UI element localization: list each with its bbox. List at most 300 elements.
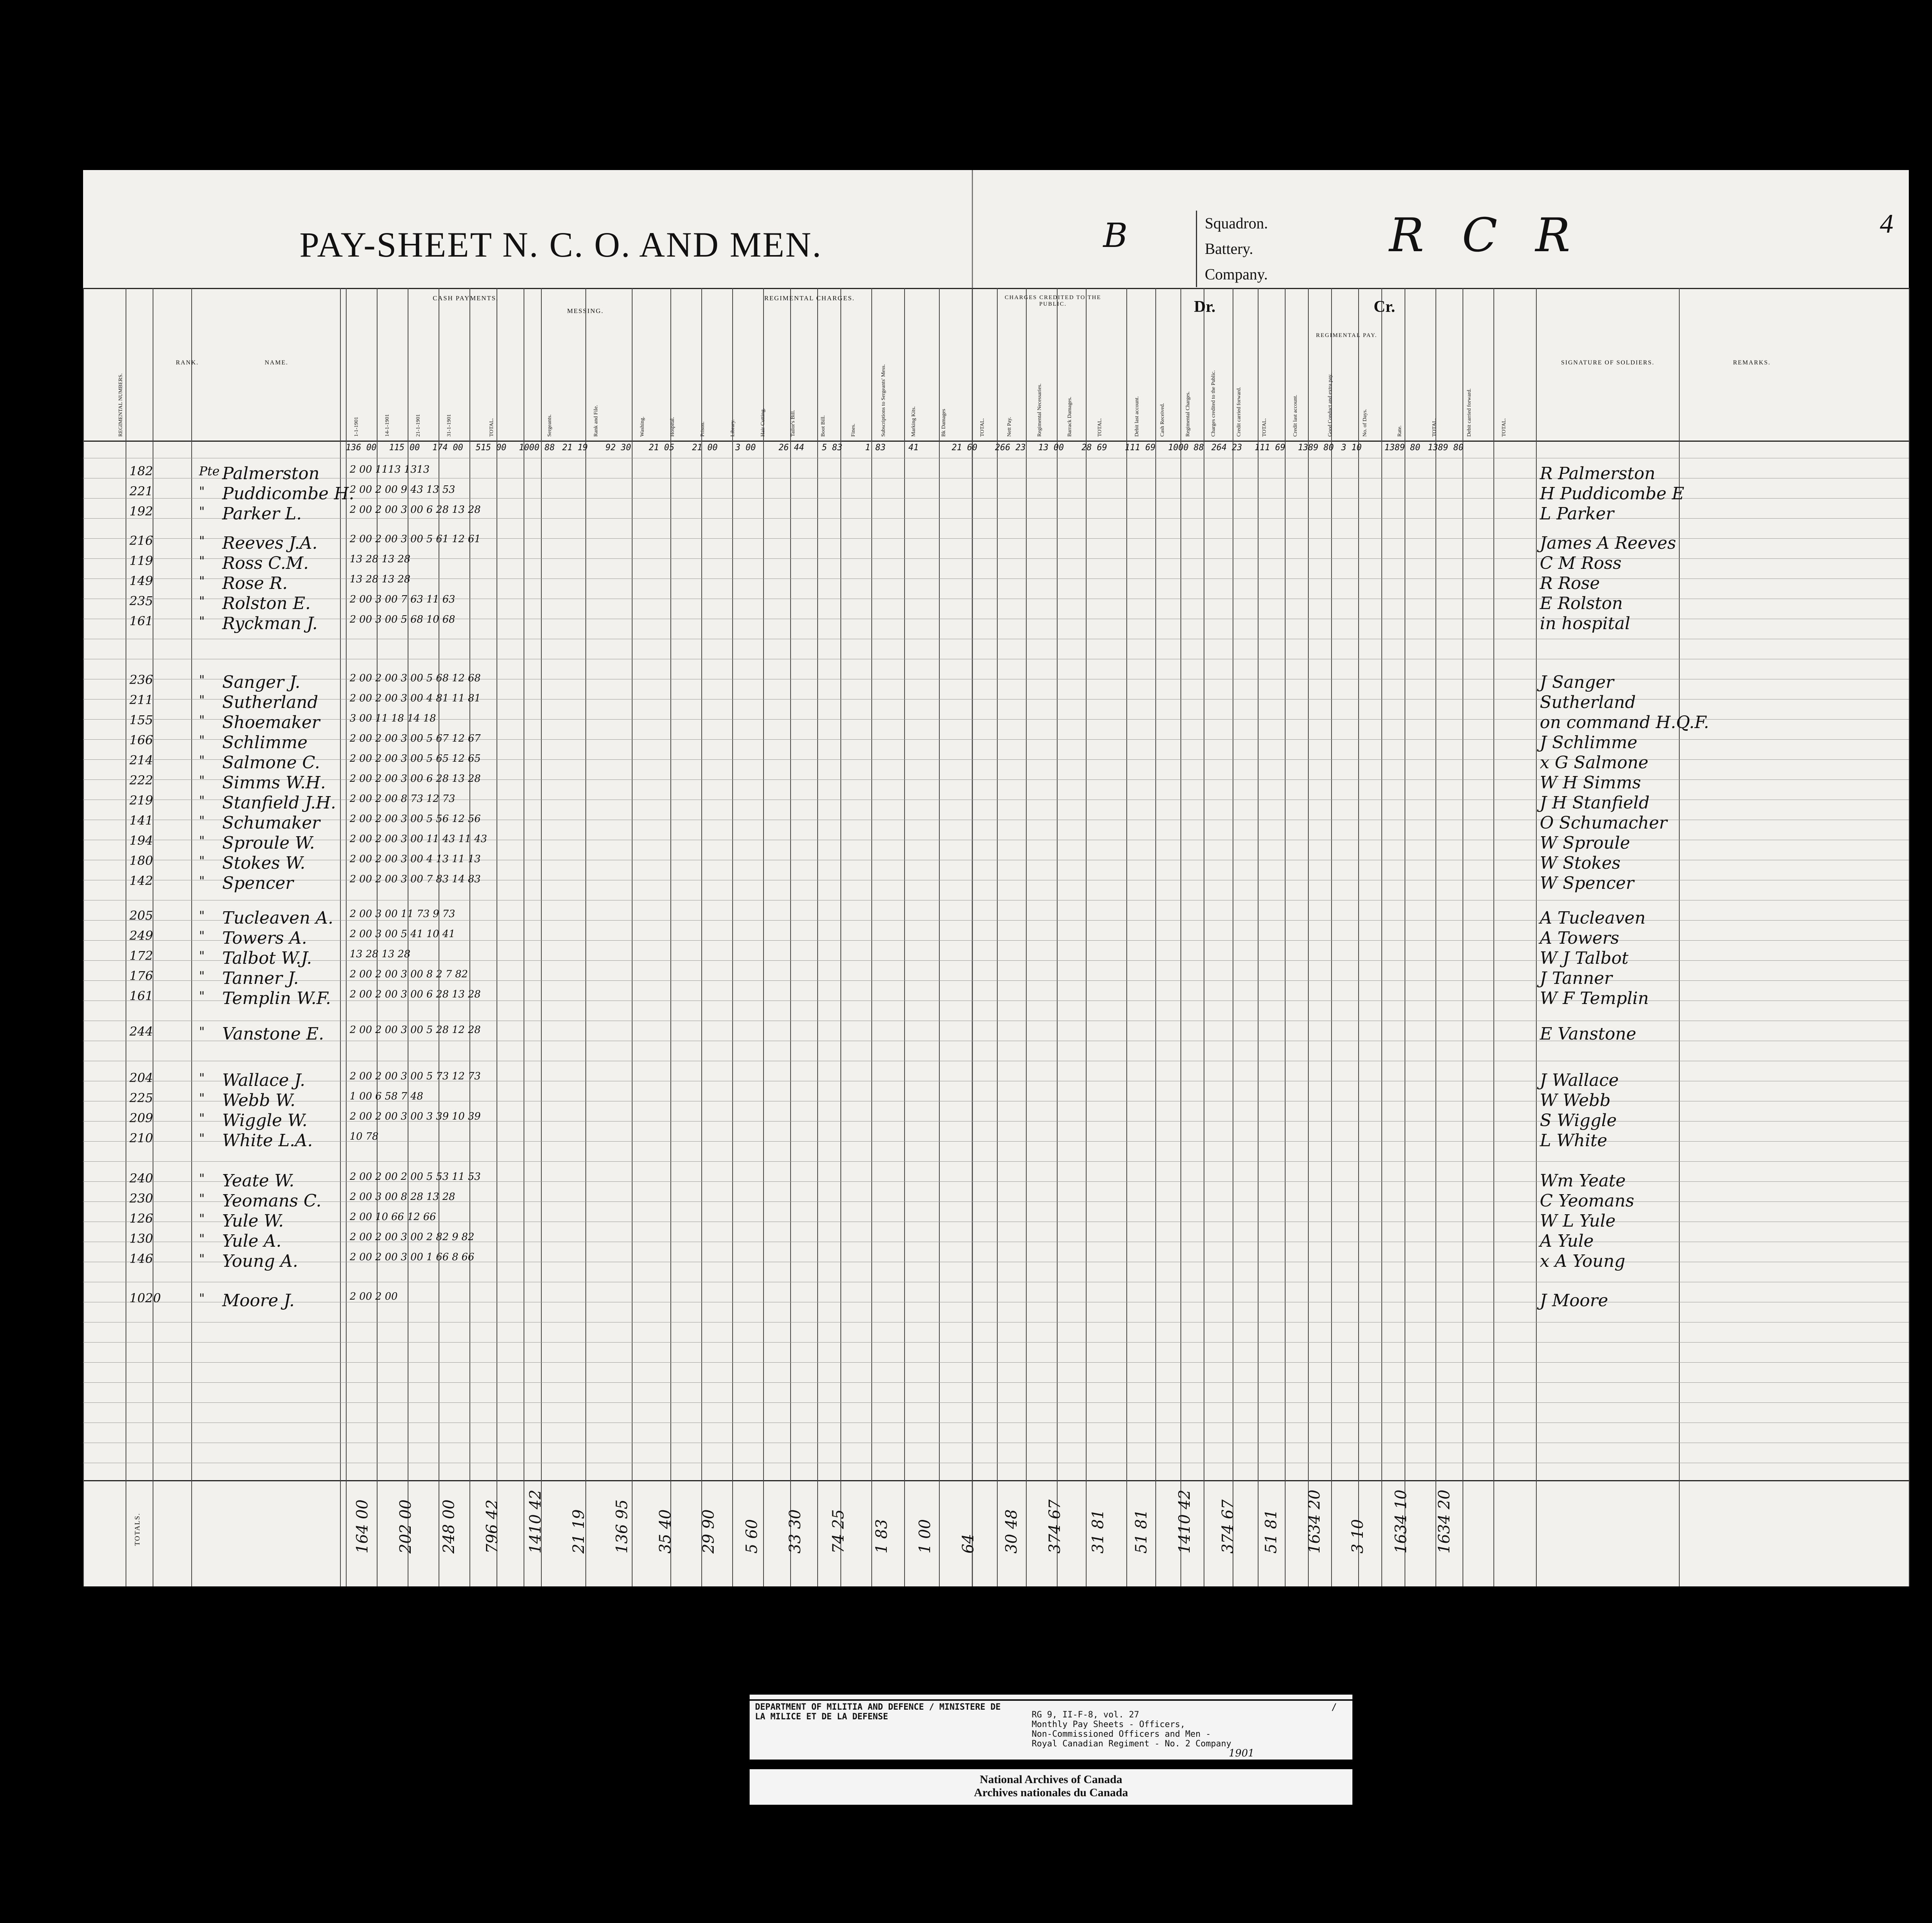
row-cash-payments: 2 00 2 00 3 00 8 2 7 82: [350, 968, 468, 980]
row-number: 1020: [129, 1291, 161, 1305]
balance-value: 21 60: [952, 443, 978, 453]
row-name: Salmone C.: [222, 753, 320, 773]
row-name: Rolston E.: [222, 594, 311, 613]
row-rank: ": [199, 713, 205, 727]
row-name: Sutherland: [222, 693, 318, 712]
row-rule: [83, 1161, 1909, 1162]
row-name: Wiggle W.: [222, 1111, 308, 1130]
column-header: Sergeants.: [547, 414, 553, 437]
row-rank: ": [199, 908, 205, 923]
archive-year: 1901: [1229, 1748, 1255, 1759]
dr-header: Dr.: [1194, 298, 1216, 316]
row-name: Sanger J.: [222, 672, 301, 692]
balance-value: 3 00: [735, 443, 756, 453]
row-number: 230: [129, 1191, 153, 1206]
table-row: [83, 1111, 1909, 1128]
row-cash-payments: 2 00 2 00 3 00 5 73 12 73: [350, 1070, 481, 1082]
column-header: Boot Bill.: [820, 415, 826, 437]
row-name: Palmerston: [222, 464, 320, 483]
row-signature: on command H.Q.F.: [1540, 713, 1709, 732]
row-signature: W Spencer: [1540, 873, 1634, 893]
archive-label-rule: [750, 1699, 1352, 1701]
row-name: Parker L.: [222, 504, 302, 524]
row-rank: ": [199, 1131, 205, 1145]
row-number: 194: [129, 833, 153, 848]
total-value: 1634 20: [1435, 1489, 1453, 1554]
row-number: 176: [129, 968, 153, 983]
table-row: [83, 1070, 1909, 1090]
page-number: 4: [1880, 209, 1893, 239]
table-row: [83, 713, 1909, 730]
row-cash-payments: 2 00 2 00 2 00 5 53 11 53: [350, 1171, 481, 1183]
total-value: 248 00: [440, 1499, 458, 1554]
column-header: Barrack Damages.: [1067, 397, 1073, 437]
row-name: Towers A.: [222, 928, 307, 948]
column-header: TOTAL.: [1097, 418, 1103, 437]
row-signature: W Stokes: [1540, 853, 1621, 873]
column-header: Debit last account.: [1134, 396, 1140, 437]
messing-header: MESSING.: [567, 307, 604, 315]
archive-bar-french: Archives nationales du Canada: [974, 1786, 1128, 1799]
balance-value: 1000 88: [1168, 443, 1204, 453]
totals-row: [83, 1484, 1909, 1557]
row-cash-payments: 2 00 2 00 3 00 4 81 11 81: [350, 693, 481, 704]
archive-label: [750, 1695, 1352, 1760]
total-value: 1634 20: [1306, 1489, 1323, 1554]
row-name: Shoemaker: [222, 713, 320, 732]
row-number: 209: [129, 1111, 153, 1125]
table-row: [83, 1211, 1909, 1231]
column-header: Hair Cutting.: [760, 408, 766, 437]
column-header: Rank and File.: [593, 405, 599, 437]
row-signature: A Tucleaven: [1540, 908, 1646, 928]
row-number: 210: [129, 1131, 153, 1145]
column-header: Bk Damages: [941, 409, 947, 437]
totals-top-rule: [83, 1480, 1909, 1481]
balance-value: 1389 80: [1384, 443, 1420, 453]
row-number: 221: [129, 484, 153, 499]
row-cash-payments: 1 00 6 58 7 48: [350, 1091, 423, 1102]
row-name: Tanner J.: [222, 968, 299, 988]
total-value: 5 60: [743, 1519, 761, 1554]
unit-types: [1196, 211, 1268, 287]
total-value: 202 00: [397, 1499, 415, 1554]
balance-value: 266 23: [995, 443, 1026, 453]
row-rank: ": [199, 833, 205, 848]
row-signature: S Wiggle: [1540, 1111, 1617, 1130]
row-name: Simms W.H.: [222, 773, 326, 793]
row-number: 236: [129, 672, 153, 687]
row-number: 146: [129, 1251, 153, 1266]
table-row: [83, 733, 1909, 750]
balance-value: 174 00: [432, 443, 463, 453]
row-signature: x G Salmone: [1540, 753, 1648, 773]
total-value: 21 19: [570, 1509, 588, 1554]
row-rank: ": [199, 672, 205, 687]
row-cash-payments: 2 00 2 00 3 00 2 82 9 82: [350, 1231, 474, 1243]
column-header: No. of Days.: [1362, 409, 1368, 437]
row-signature: R Rose: [1540, 573, 1600, 593]
row-cash-payments: 2 00 2 00 3 00 5 56 12 56: [350, 813, 481, 825]
row-signature: W H Simms: [1540, 773, 1641, 793]
row-signature: H Puddicombe E: [1540, 484, 1684, 504]
total-value: 51 81: [1133, 1509, 1150, 1554]
archive-bar-english: National Archives of Canada: [980, 1773, 1122, 1786]
row-number: 249: [129, 928, 153, 943]
row-cash-payments: 2 00 2 00 3 00 3 39 10 39: [350, 1111, 481, 1122]
table-row: [83, 1131, 1909, 1148]
row-signature: Sutherland: [1540, 693, 1636, 712]
row-rank: ": [199, 1091, 205, 1105]
table-row: [83, 1024, 1909, 1044]
row-number: 225: [129, 1091, 153, 1105]
row-name: Webb W.: [222, 1091, 296, 1110]
row-name: Moore J.: [222, 1291, 295, 1310]
column-header: Washing.: [639, 416, 645, 437]
row-number: 161: [129, 989, 153, 1003]
table-row: [83, 873, 1909, 893]
row-number: 166: [129, 733, 153, 747]
row-cash-payments: 2 00 2 00 8 73 12 73: [350, 793, 455, 805]
row-signature: A Yule: [1540, 1231, 1594, 1251]
row-name: White L.A.: [222, 1131, 313, 1150]
row-number: 126: [129, 1211, 153, 1226]
archive-reference: [1032, 1710, 1325, 1749]
row-rank: ": [199, 1231, 205, 1246]
total-value: 64: [959, 1534, 977, 1554]
row-rank: ": [199, 504, 205, 519]
row-rank: ": [199, 813, 205, 828]
column-header: Marking Kits.: [911, 406, 917, 437]
row-name: Schumaker: [222, 813, 320, 833]
balance-value: 111 69: [1255, 443, 1286, 453]
column-rule: [1909, 288, 1910, 1586]
row-name: Stokes W.: [222, 853, 306, 873]
balance-value: 41: [908, 443, 919, 453]
total-value: 1410 42: [527, 1489, 544, 1554]
row-signature: O Schumacher: [1540, 813, 1667, 833]
table-row: [83, 753, 1909, 773]
total-value: 31 81: [1089, 1509, 1107, 1554]
row-rank: ": [199, 1171, 205, 1186]
row-signature: R Palmerston: [1540, 464, 1655, 483]
row-rank: ": [199, 1211, 205, 1226]
row-name: Spencer: [222, 873, 294, 893]
row-signature: W Sproule: [1540, 833, 1630, 853]
balance-value: 5 83: [822, 443, 842, 453]
row-rule: [83, 1342, 1909, 1343]
unit-type-squadron: Squadron.: [1196, 211, 1268, 236]
row-number: 216: [129, 533, 153, 548]
table-row: [83, 793, 1909, 813]
row-cash-payments: 2 00 3 00 5 41 10 41: [350, 928, 455, 940]
regimental-charges-header: REGIMENTAL CHARGES.: [764, 294, 855, 302]
row-cash-payments: 2 00 2 00 3 00 6 28 13 28: [350, 989, 481, 1000]
row-number: 222: [129, 773, 153, 788]
table-row: [83, 504, 1909, 524]
row-rule: [83, 1382, 1909, 1383]
row-rank: ": [199, 989, 205, 1003]
table-row: [83, 533, 1909, 553]
row-signature: J Moore: [1540, 1291, 1608, 1310]
row-rank: ": [199, 1251, 205, 1266]
balance-value: 92 30: [605, 443, 631, 453]
column-header: Subscriptions to Sergeants' Mess.: [881, 364, 886, 437]
total-value: 30 48: [1003, 1509, 1020, 1554]
row-number: 182: [129, 464, 153, 478]
totals-label: TOTALS.: [133, 1513, 141, 1546]
row-number: 235: [129, 594, 153, 608]
row-signature: L White: [1540, 1131, 1607, 1150]
row-cash-payments: 2 00 1113 1313: [350, 464, 430, 475]
row-cash-payments: 10 78: [350, 1131, 379, 1142]
row-cash-payments: 2 00 3 00 7 63 11 63: [350, 594, 455, 605]
column-header: Credit last account.: [1293, 395, 1298, 437]
row-number: 204: [129, 1070, 153, 1085]
row-rank: ": [199, 853, 205, 868]
row-rank: Pte: [199, 464, 220, 478]
row-rank: ": [199, 1191, 205, 1206]
total-value: 35 40: [656, 1509, 674, 1554]
row-name: Yule W.: [222, 1211, 284, 1231]
row-cash-payments: 2 00 2 00: [350, 1291, 398, 1302]
row-cash-payments: 2 00 2 00 3 00 11 43 11 43: [350, 833, 487, 845]
row-cash-payments: 2 00 2 00 3 00 6 28 13 28: [350, 504, 481, 516]
row-rule: [83, 1362, 1909, 1363]
row-rank: ": [199, 533, 205, 548]
row-name: Ross C.M.: [222, 553, 309, 573]
row-name: Wallace J.: [222, 1070, 305, 1090]
row-cash-payments: 2 00 2 00 3 00 5 28 12 28: [350, 1024, 481, 1036]
row-cash-payments: 2 00 2 00 3 00 5 67 12 67: [350, 733, 481, 744]
row-cash-payments: 13 28 13 28: [350, 573, 411, 585]
row-rank: ": [199, 614, 205, 628]
column-header: Tailor's Bill.: [790, 410, 796, 437]
total-value: 33 30: [786, 1509, 804, 1554]
row-signature: E Rolston: [1540, 594, 1623, 613]
column-header: 21-1-1901: [415, 414, 421, 437]
row-number: 155: [129, 713, 153, 727]
row-signature: E Vanstone: [1540, 1024, 1636, 1044]
row-number: 214: [129, 753, 153, 767]
row-signature: L Parker: [1540, 504, 1614, 524]
row-number: 205: [129, 908, 153, 923]
row-signature: J Schlimme: [1540, 733, 1638, 752]
row-number: 244: [129, 1024, 153, 1039]
balance-value: 136 00: [346, 443, 377, 453]
table-row: [83, 672, 1909, 692]
row-signature: C M Ross: [1540, 553, 1622, 573]
row-rank: ": [199, 1070, 205, 1085]
row-rank: ": [199, 1024, 205, 1039]
column-header: TOTAL.: [1501, 418, 1507, 437]
row-cash-payments: 2 00 3 00 5 68 10 68: [350, 614, 455, 625]
row-cash-payments: 13 28 13 28: [350, 553, 411, 565]
row-rank: ": [199, 1111, 205, 1125]
header-bottom-rule: [83, 441, 1909, 442]
row-cash-payments: 2 00 2 00 3 00 5 61 12 61: [350, 533, 481, 545]
balance-value: 115 00: [389, 443, 420, 453]
table-row: [83, 773, 1909, 793]
column-header: Charges credited to the Public.: [1211, 370, 1216, 437]
column-header: Hospital.: [670, 417, 675, 437]
row-signature: J Wallace: [1540, 1070, 1619, 1090]
row-rank: ": [199, 793, 205, 808]
column-header: TOTAL.: [1262, 418, 1267, 437]
balance-value: 1389 80: [1428, 443, 1464, 453]
regimental-pay-header: REGIMENTAL PAY.: [1316, 332, 1378, 339]
column-header: Fines.: [850, 424, 856, 437]
table-row: [83, 968, 1909, 988]
row-signature: W J Talbot: [1540, 948, 1629, 968]
row-rank: ": [199, 773, 205, 788]
balance-value: 1 83: [865, 443, 886, 453]
row-number: 149: [129, 573, 153, 588]
row-number: 142: [129, 873, 153, 888]
row-number: 192: [129, 504, 153, 519]
row-signature: W L Yule: [1540, 1211, 1616, 1231]
total-value: 136 95: [613, 1499, 631, 1554]
row-rank: ": [199, 873, 205, 888]
table-row: [83, 989, 1909, 1006]
row-rank: ": [199, 573, 205, 588]
row-cash-payments: 2 00 2 00 3 00 4 13 11 13: [350, 853, 481, 865]
column-header: Good Conduct and extra pay.: [1327, 373, 1333, 437]
row-name: Puddicombe H.: [222, 484, 354, 504]
row-rank: ": [199, 693, 205, 707]
row-rank: ": [199, 948, 205, 963]
column-header: Regimental Necessaries.: [1037, 383, 1043, 437]
row-cash-payments: 13 28 13 28: [350, 948, 411, 960]
row-number: 141: [129, 813, 153, 828]
row-number: 172: [129, 948, 153, 963]
cr-header: Cr.: [1374, 298, 1395, 316]
row-name: Tucleaven A.: [222, 908, 333, 928]
table-row: [83, 1171, 1909, 1191]
row-signature: W Webb: [1540, 1091, 1611, 1110]
row-number: 130: [129, 1231, 153, 1246]
sheet-title: PAY-SHEET N. C. O. AND MEN.: [299, 225, 823, 264]
row-name: Ryckman J.: [222, 614, 318, 633]
row-cash-payments: 3 00 11 18 14 18: [350, 713, 436, 724]
column-header: 14-1-1901: [384, 414, 390, 437]
regiment-mark: R C R: [1389, 209, 1582, 262]
table-row: [83, 813, 1909, 833]
balance-value: 264 23: [1211, 443, 1242, 453]
table-row: [83, 1091, 1909, 1108]
balance-value: 1389 80: [1298, 443, 1334, 453]
table-row: [83, 928, 1909, 948]
pay-sheet: [83, 170, 1909, 1586]
total-value: 1 83: [873, 1519, 891, 1554]
archive-tick: /: [1331, 1702, 1337, 1712]
archive-department: DEPARTMENT OF MILITIA AND DEFENCE / MINISTERE DE LA MILICE ET DE LA DEFENSE: [755, 1702, 1001, 1722]
table-row: [83, 484, 1909, 504]
row-name: Young A.: [222, 1251, 298, 1271]
balance-row: [83, 443, 1909, 454]
row-name: Yule A.: [222, 1231, 282, 1251]
row-cash-payments: 2 00 2 00 3 00 5 68 12 68: [350, 672, 481, 684]
archive-reference-line: Monthly Pay Sheets - Officers,: [1032, 1720, 1185, 1729]
row-signature: J Tanner: [1540, 968, 1612, 988]
table-row: [83, 553, 1909, 573]
column-header: Nett Pay.: [1007, 417, 1012, 437]
row-name: Yeomans C.: [222, 1191, 321, 1211]
total-value: 29 90: [700, 1509, 718, 1554]
archive-bar: [750, 1769, 1352, 1805]
row-number: 219: [129, 793, 153, 808]
name-header: NAME.: [265, 359, 289, 366]
header-top-rule: [83, 288, 1909, 289]
row-number: 119: [129, 553, 153, 568]
cash-payments-header: CASH PAYMENTS.: [432, 294, 499, 302]
column-header: Credit carried forward.: [1236, 387, 1242, 437]
row-cash-payments: 2 00 3 00 8 28 13 28: [350, 1191, 455, 1203]
rank-header: RANK.: [176, 359, 199, 366]
row-name: Rose R.: [222, 573, 288, 593]
row-cash-payments: 2 00 2 00 3 00 5 65 12 65: [350, 753, 481, 764]
row-signature: J Sanger: [1540, 672, 1614, 692]
row-number: 211: [129, 693, 153, 707]
total-value: 1410 42: [1176, 1489, 1194, 1554]
row-name: Reeves J.A.: [222, 533, 318, 553]
total-value: 374 67: [1046, 1499, 1064, 1554]
charges-credited-header: CHARGES CREDITED TO THE PUBLIC.: [1005, 294, 1101, 307]
unit-type-battery: Battery.: [1196, 236, 1268, 262]
archive-reference-line: Royal Canadian Regiment - No. 2 Company: [1032, 1739, 1231, 1749]
column-header: TOTAL.: [980, 418, 985, 437]
table-row: [83, 1291, 1909, 1308]
row-name: Stanfield J.H.: [222, 793, 336, 813]
archive-reference-line: RG 9, II-F-8, vol. 27: [1032, 1710, 1139, 1720]
balance-value: 515 00: [476, 443, 507, 453]
row-signature: x A Young: [1540, 1251, 1626, 1271]
table-row: [83, 573, 1909, 591]
row-signature: A Towers: [1540, 928, 1619, 948]
balance-value: 1000 88: [519, 443, 555, 453]
archive-reference-line: Non-Commissioned Officers and Men -: [1032, 1729, 1211, 1739]
table-row: [83, 1191, 1909, 1211]
table-row: [83, 1231, 1909, 1251]
row-rank: ": [199, 753, 205, 767]
row-rank: ": [199, 553, 205, 568]
table-row: [83, 594, 1909, 611]
row-number: 240: [129, 1171, 153, 1186]
row-name: Schlimme: [222, 733, 308, 752]
row-cash-payments: 2 00 2 00 3 00 7 83 14 83: [350, 873, 481, 885]
balance-value: 3 10: [1341, 443, 1362, 453]
row-rank: ": [199, 594, 205, 608]
row-rank: ": [199, 1291, 205, 1305]
row-name: Yeate W.: [222, 1171, 294, 1191]
row-name: Talbot W.J.: [222, 948, 312, 968]
row-cash-payments: 2 00 2 00 9 43 13 53: [350, 484, 455, 495]
row-number: 161: [129, 614, 153, 628]
regimental-numbers-header: REGIMENTAL NUMBERS.: [118, 373, 124, 437]
row-number: 180: [129, 853, 153, 868]
row-signature: Wm Yeate: [1540, 1171, 1626, 1191]
total-value: 51 81: [1262, 1509, 1280, 1554]
table-row: [83, 1251, 1909, 1271]
row-signature: James A Reeves: [1540, 533, 1676, 553]
table-row: [83, 464, 1909, 481]
table-row: [83, 614, 1909, 631]
row-signature: J H Stanfield: [1540, 793, 1650, 813]
total-value: 3 10: [1349, 1519, 1367, 1554]
column-header: 1-1-1901: [354, 417, 359, 437]
unit-type-company: Company.: [1196, 262, 1268, 287]
column-header: Debit carried forward.: [1466, 388, 1472, 437]
